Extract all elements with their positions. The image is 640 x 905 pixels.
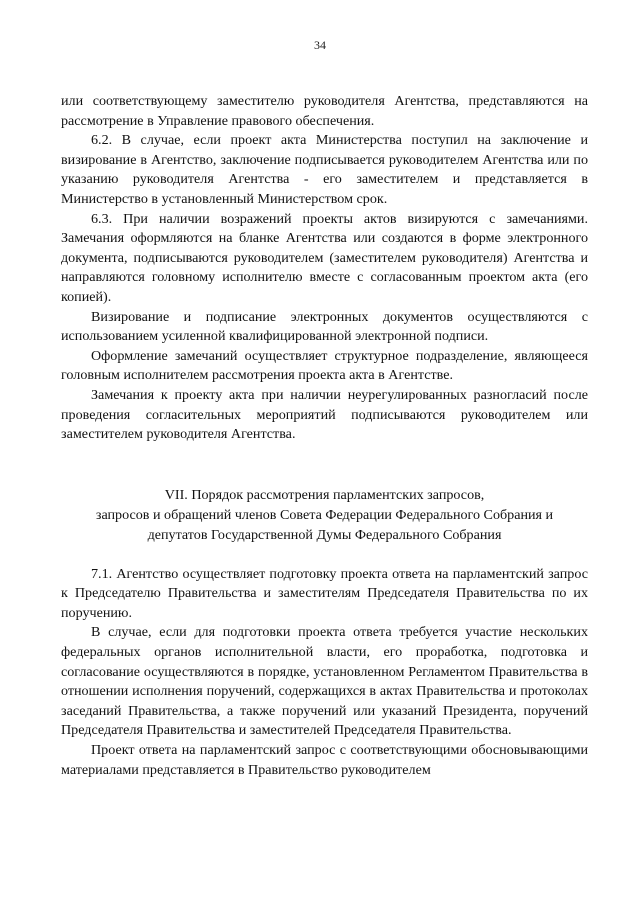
section-heading-line: депутатов Государственной Думы Федерального Собрания	[147, 526, 502, 543]
section-heading	[61, 485, 588, 545]
paragraph: Проект ответа на парламентский запрос с соответствующими обосновывающими материалами представляется в Правительство руководителем	[61, 742, 588, 778]
paragraph: 7.1. Агентство осуществляет подготовку проекта ответа на парламентский запрос к Председателю Правительства и заместителям Председателя Правительства по их поручению.	[61, 565, 588, 621]
paragraph: Оформление замечаний осуществляет структурное подразделение, являющееся головным исполнителем рассмотрения проекта акта в Агентстве.	[61, 347, 588, 384]
paragraph: 6.3. При наличии возражений проекты актов визируются с замечаниями. Замечания оформляются на бланке Агентства или создаются в форме электронного документа, подписываются руководителем (заместителем руководителя) Агентства и направляются головному исполнителю вместе с согласованным проектом акта (его копией).	[61, 210, 588, 305]
page-body	[61, 92, 588, 780]
paragraph: Замечания к проекту акта при наличии неурегулированных разногласий после проведения согласительных мероприятий подписываются руководителем или заместителем руководителя Агентства.	[61, 386, 588, 443]
paragraph: В случае, если для подготовки проекта ответа требуется участие нескольких федеральных органов исполнительной власти, его проработка, подготовка и согласование осуществляются в порядке, установленном Регламентом Правительства в отношении исполнения поручений, содержащихся в актах Правительства и протоколах заседаний Правительства, а также поручений или указаний Президента, поручений Председателя Правительства и заместителей Председателя Правительства.	[61, 624, 588, 739]
page-number: 34	[314, 38, 326, 52]
paragraph: 6.2. В случае, если проект акта Министерства поступил на заключение и визирование в Агентство, заключение подписывается руководителем Агентства или по указанию руководителя Агентства - его заместителем и представляется в Министерство в установленный Министерством срок.	[61, 132, 588, 207]
paragraph: Визирование и подписание электронных документов осуществляются с использованием усиленной квалифицированной электронной подписи.	[61, 308, 588, 345]
section-heading-line: запросов и обращений членов Совета Федерации Федерального Собрания и	[95, 506, 554, 523]
paragraph: или соответствующему заместителю руководителя Агентства, представляются на рассмотрение в Управление правового обеспечения.	[61, 93, 588, 129]
section-heading-line: VII. Порядок рассмотрения парламентских запросов,	[164, 486, 485, 503]
